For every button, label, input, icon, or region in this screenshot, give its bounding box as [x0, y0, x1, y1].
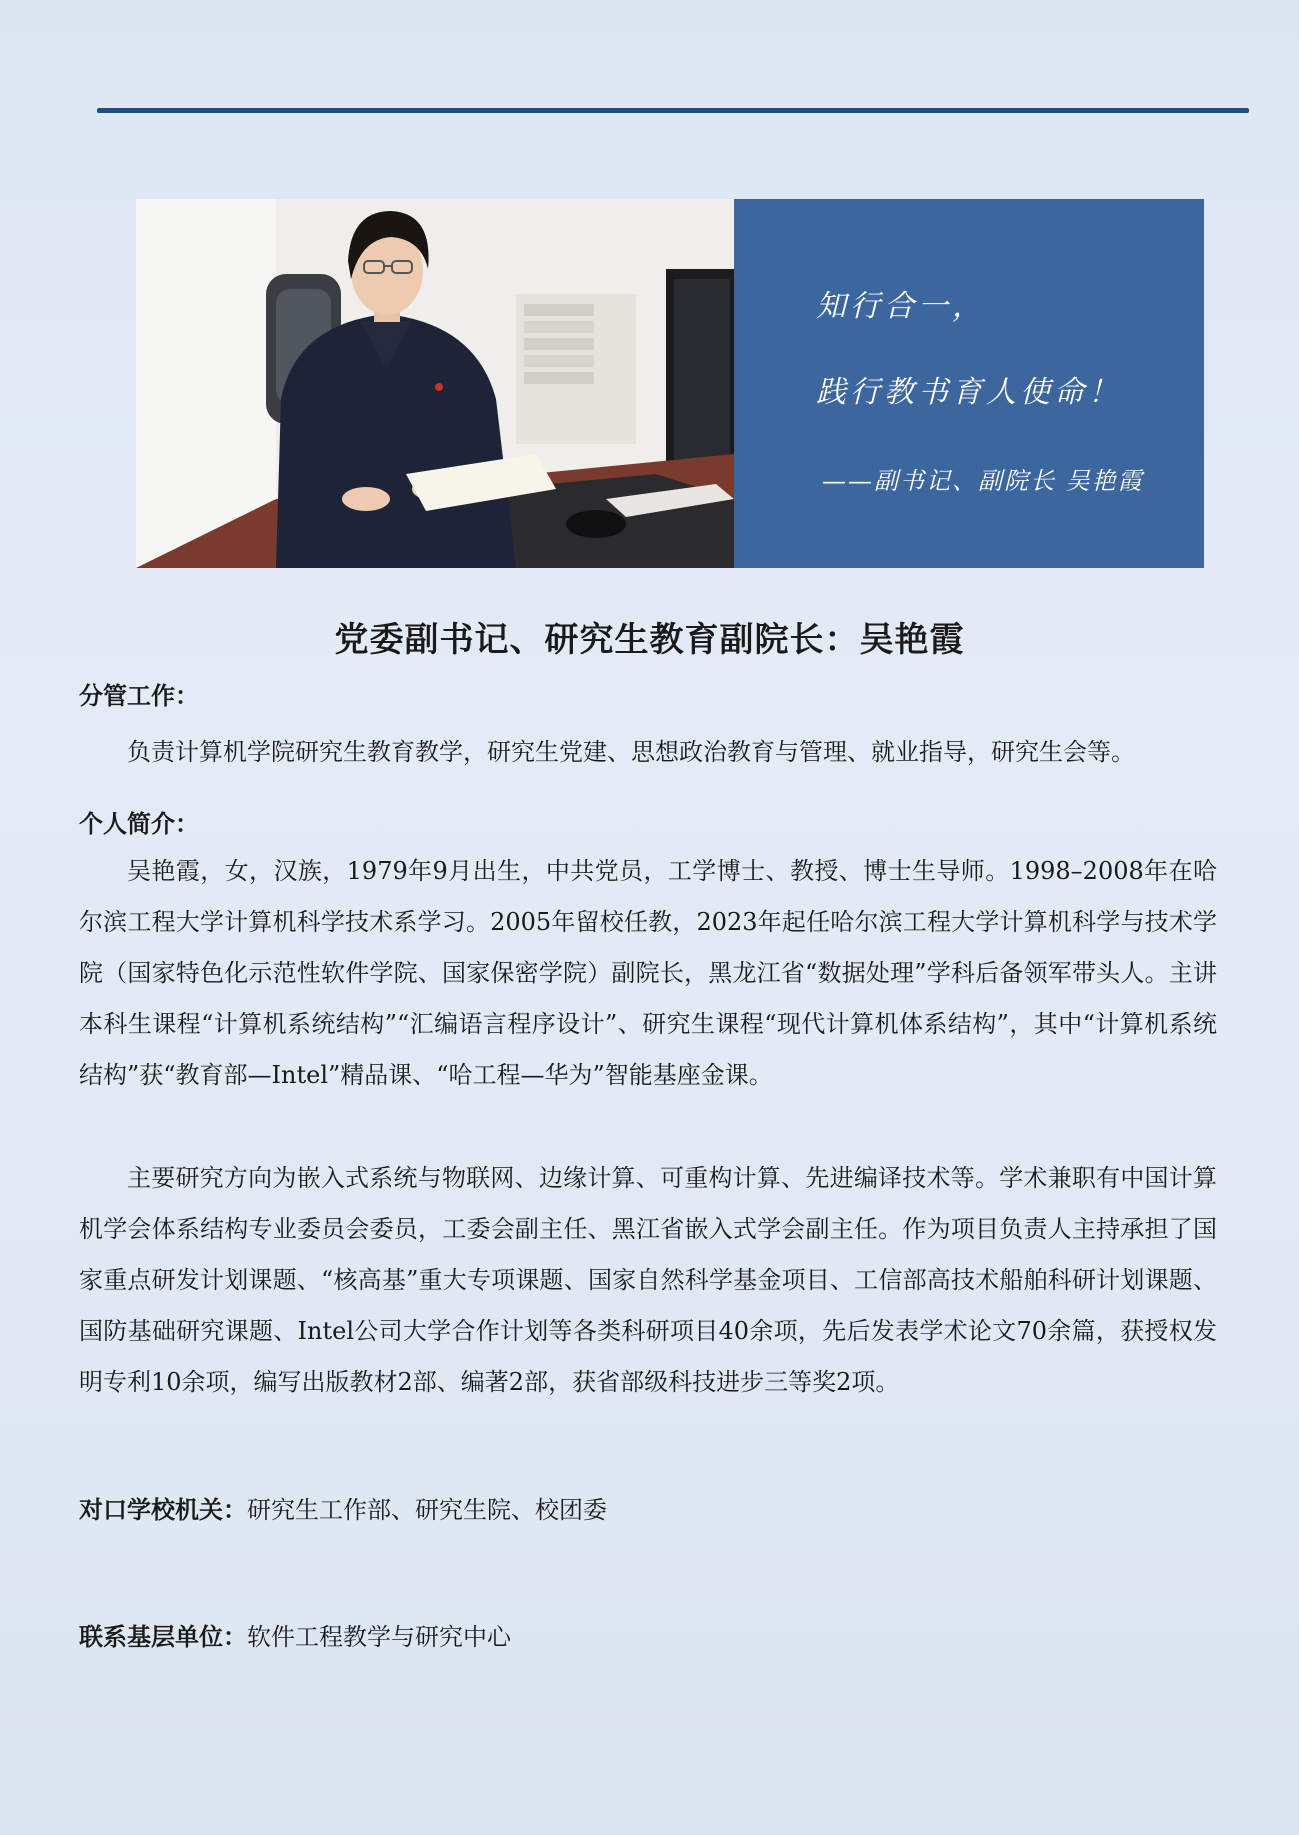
portrait-illustration	[136, 199, 734, 568]
liaison-office-row	[79, 1490, 607, 1525]
profile-paragraph-2: 主要研究方向为嵌入式系统与物联网、边缘计算、可重构计算、先进编译技术等。学术兼职有中国计算机学会体系结构专业委员会委员，工委会副主任、黑江省嵌入式学会副主任。作为项目负责人主持承担了国家重点研发计划课题、“核高基”重大专项课题、国家自然科学基金项目、工信部高技术船舶科研计划课题、国防基础研究课题、Intel公司大学合作计划等各类科研项目40余项，先后发表学术论文70余篇，获授权发明专利10余项，编写出版教材2部、编著2部，获省部级科技进步三等奖2项。	[79, 1164, 1217, 1396]
page-title: 党委副书记、研究生教育副院长：吴艳霞	[334, 620, 965, 660]
top-divider-line	[97, 108, 1249, 113]
quote-line-2: 践行教书育人使命！	[816, 375, 1122, 410]
profile-heading: 个人简介：	[79, 809, 199, 838]
contact-unit-row	[79, 1617, 511, 1652]
quote-line-1: 知行合一，	[816, 289, 986, 324]
duties-heading: 分管工作：	[79, 681, 199, 710]
duties-text: 负责计算机学院研究生教育教学，研究生党建、思想政治教育与管理、就业指导，研究生会等。	[127, 738, 1135, 766]
liaison-office-value: 研究生工作部、研究生院、校团委	[247, 1496, 607, 1524]
profile-paragraph-1: 吴艳霞，女，汉族，1979年9月出生，中共党员，工学博士、教授、博士生导师。1998–2008年在哈尔滨工程大学计算机科学技术系学习。2005年留校任教，2023年起任哈尔滨工程大学计算机科学与技术学院（国家特色化示范性软件学院、国家保密学院）副院长，黑龙江省“数据处理”学科后备领军带头人。主讲本科生课程“计算机系统结构”“汇编语言程序设计”、研究生课程“现代计算机体系结构”，其中“计算机系统结构”获“教育部—Intel”精品课、“哈工程—华为”智能基座金课。	[79, 857, 1217, 1089]
quote-panel	[734, 199, 1204, 568]
header-banner	[136, 199, 1204, 568]
quote-attribution: ——副书记、副院长 吴艳霞	[822, 467, 1144, 495]
contact-unit-label: 联系基层单位：	[79, 1622, 247, 1651]
contact-unit-value: 软件工程教学与研究中心	[247, 1623, 511, 1651]
portrait-photo	[136, 199, 734, 568]
liaison-office-label: 对口学校机关：	[79, 1495, 247, 1524]
